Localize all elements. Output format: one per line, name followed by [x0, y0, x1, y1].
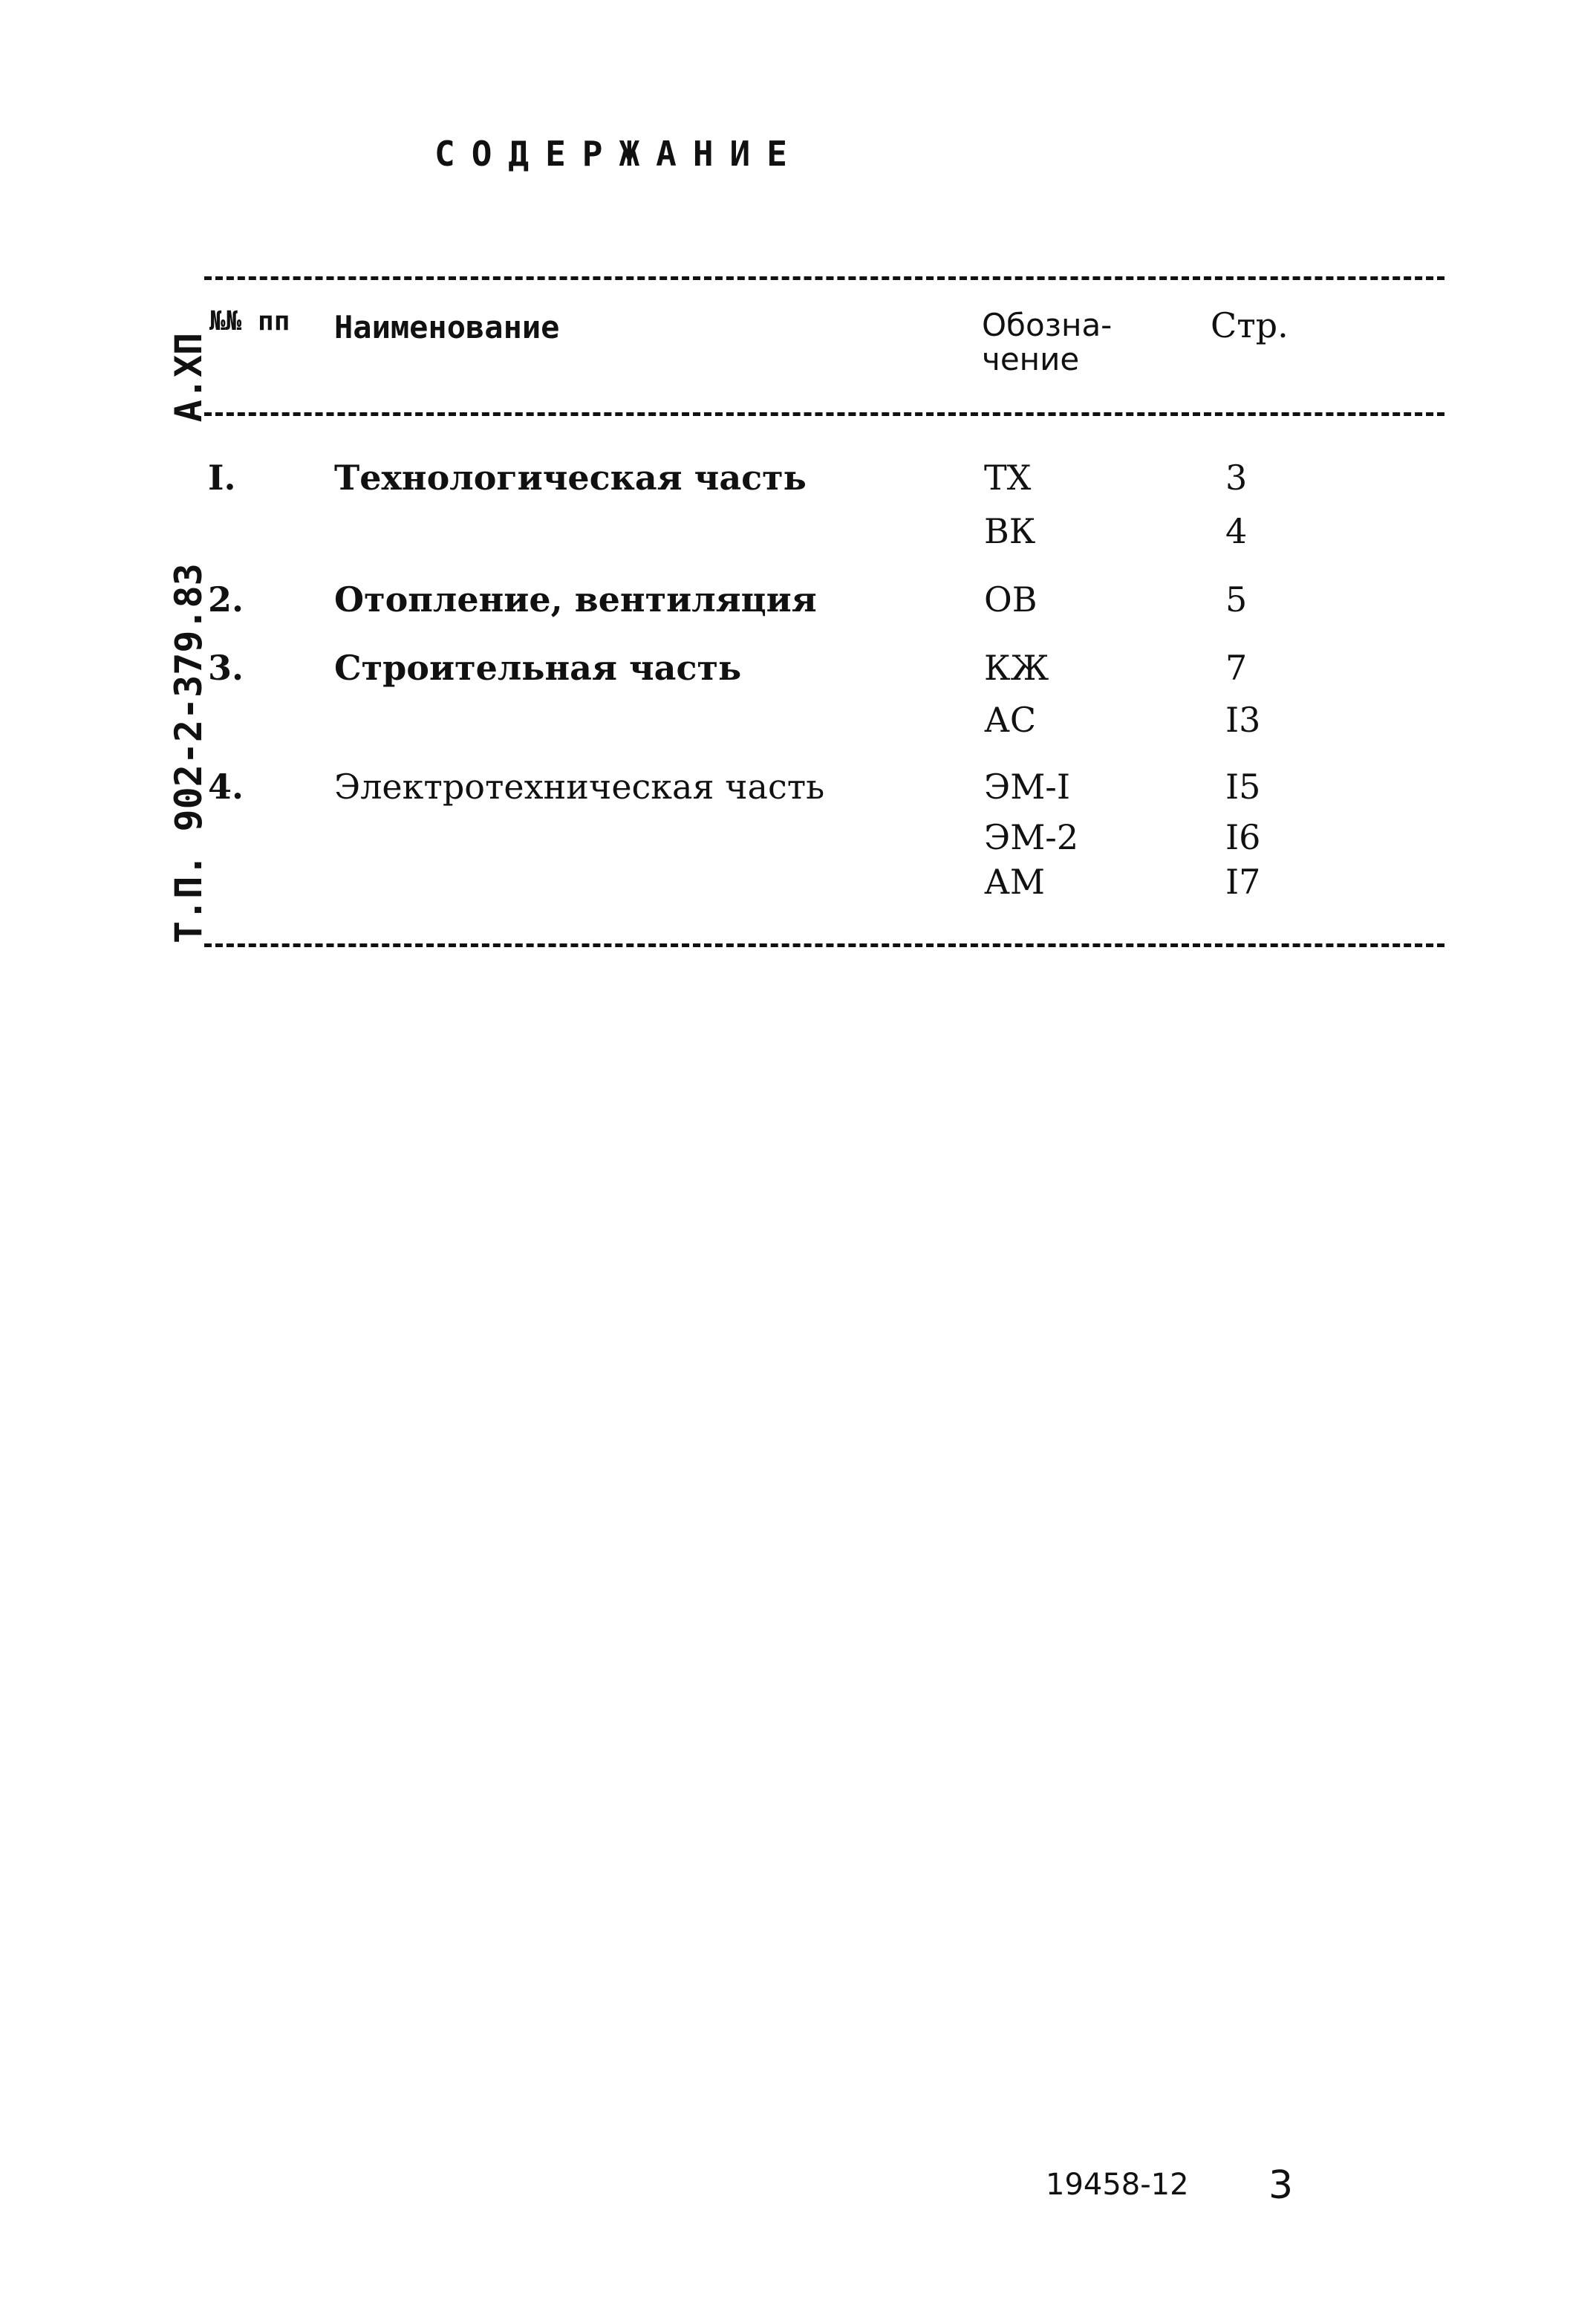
row-name: Отопление, вентиляция — [334, 579, 817, 620]
row-page: 4 — [1225, 511, 1248, 551]
row-num: 4. — [208, 767, 244, 807]
row-num: I. — [208, 458, 236, 498]
footer-doc-code: 19458-12 — [1046, 2168, 1189, 2202]
row-code: ЭМ-2 — [984, 817, 1079, 857]
project-code: Т.П. 902-2-379.83 — [167, 563, 210, 943]
row-name: Электротехническая часть — [334, 767, 825, 807]
row-code: ТХ — [984, 458, 1032, 498]
row-name: Технологическая часть — [334, 458, 807, 498]
page-title: СОДЕРЖАНИЕ — [434, 134, 804, 174]
table-bottom-rule — [204, 943, 1444, 947]
row-page: 7 — [1225, 648, 1248, 688]
album-code: А.ХП — [167, 332, 210, 423]
header-num: №№ пп — [209, 306, 290, 337]
row-num: 3. — [208, 648, 244, 688]
row-num: 2. — [208, 579, 244, 620]
row-code: ВК — [984, 511, 1036, 551]
row-name: Строительная часть — [334, 648, 742, 688]
footer-page-number: 3 — [1268, 2163, 1294, 2208]
header-page: Стр. — [1211, 305, 1289, 345]
row-code: АС — [984, 700, 1037, 740]
margin-stamp — [167, 333, 210, 943]
row-page: I5 — [1225, 767, 1261, 807]
row-page: I3 — [1225, 700, 1261, 740]
header-name: Наименование — [334, 309, 560, 345]
row-page: I7 — [1225, 862, 1261, 902]
row-code: ЭМ-I — [984, 767, 1071, 807]
table-top-rule — [204, 276, 1444, 280]
table-header-rule — [204, 412, 1444, 416]
row-page: I6 — [1225, 817, 1261, 857]
row-code: АМ — [984, 862, 1045, 902]
row-page: 3 — [1225, 458, 1248, 498]
row-page: 5 — [1225, 579, 1248, 620]
row-code: КЖ — [984, 648, 1049, 688]
row-code: ОВ — [984, 579, 1038, 620]
header-code: Обозна- чение — [982, 307, 1113, 377]
